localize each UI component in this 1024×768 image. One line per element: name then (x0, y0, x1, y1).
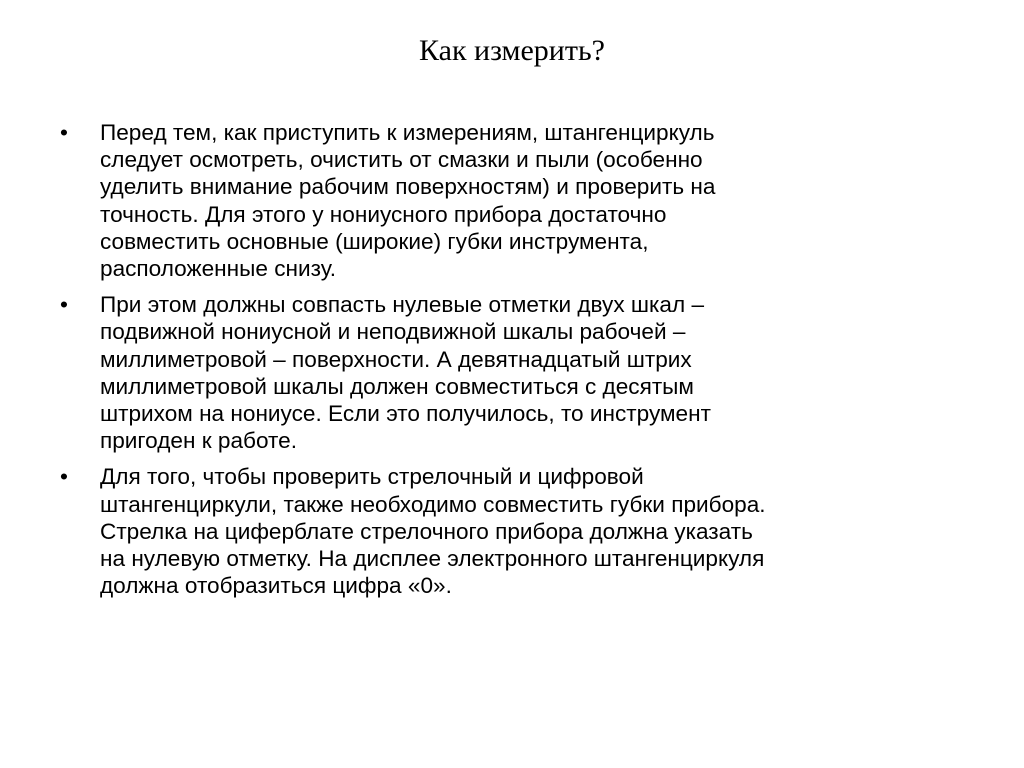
slide-title: Как измерить? (419, 34, 605, 67)
bullet-line: на нулевую отметку. На дисплее электронного штангенциркуля (100, 546, 765, 572)
bullet-line: уделить внимание рабочим поверхностям) и проверить на (100, 174, 716, 200)
bullet-list (58, 119, 958, 608)
bullet-line: штрихом на нониусе. Если это получилось, то инструмент (100, 401, 711, 427)
bullet-item-3 (58, 463, 958, 599)
bullet-line: Для того, чтобы проверить стрелочный и цифровой (100, 464, 644, 490)
bullet-line: следует осмотреть, очистить от смазки и пыли (особенно (100, 147, 703, 173)
bullet-line: совместить основные (широкие) губки инструмента, (100, 228, 649, 254)
bullet-line: точность. Для этого у нониусного прибора достаточно (100, 201, 667, 227)
bullet-line: миллиметровой шкалы должен совместиться с десятым (100, 373, 694, 399)
bullet-line: штангенциркули, также необходимо совместить губки прибора. (100, 491, 766, 517)
bullet-marker: • (60, 292, 68, 318)
bullet-marker: • (60, 120, 68, 145)
bullet-line: расположенные снизу. (100, 256, 337, 282)
bullet-line: миллиметровой – поверхности. А девятнадцатый штрих (100, 346, 692, 372)
bullet-line: подвижной нониусной и неподвижной шкалы рабочей – (100, 319, 686, 345)
bullet-line: должна отобразиться цифра «0». (100, 573, 452, 599)
bullet-line: Перед тем, как приступить к измерениям, штангенциркуль (100, 120, 715, 145)
bullet-item-1 (58, 119, 958, 282)
bullet-line: Стрелка на циферблате стрелочного прибора должна указать (100, 518, 753, 544)
bullet-marker: • (60, 464, 68, 490)
bullet-item-2 (58, 291, 958, 454)
bullet-line: При этом должны совпасть нулевые отметки двух шкал – (100, 292, 705, 318)
bullet-line: пригоден к работе. (100, 428, 297, 454)
